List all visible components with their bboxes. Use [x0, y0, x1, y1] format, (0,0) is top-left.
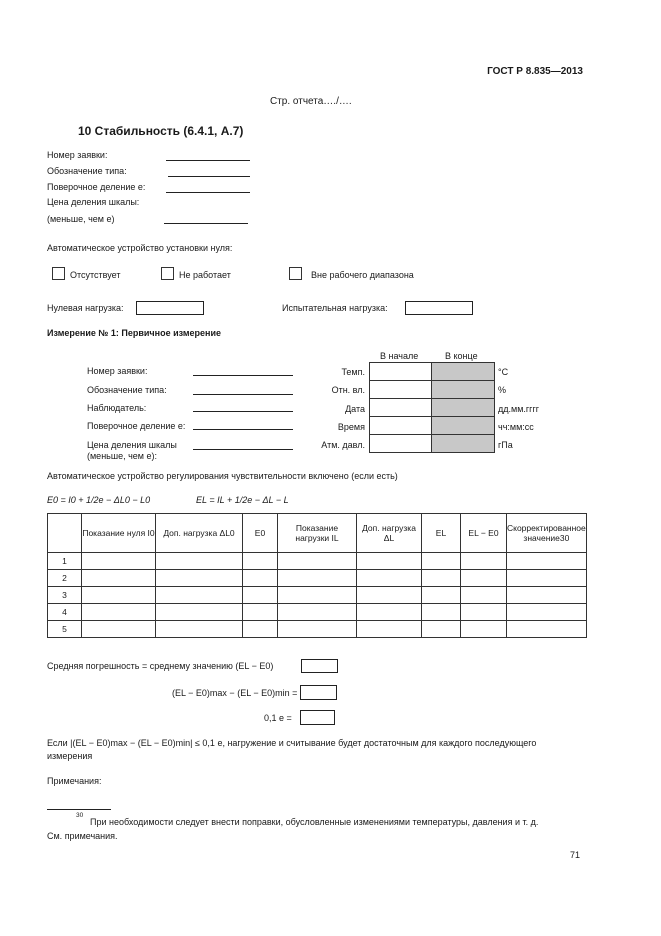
env-start-cell[interactable] — [370, 399, 432, 417]
sensitivity-note: Автоматическое устройство регулирования чувствительности включено (если есть) — [47, 471, 398, 481]
table-row — [48, 570, 587, 587]
data-cell[interactable] — [507, 587, 587, 604]
not-working-checkbox[interactable] — [161, 267, 174, 280]
env-start-header: В начале — [380, 351, 419, 361]
verification-division-field[interactable] — [166, 192, 250, 193]
results-header-cell: E0 — [243, 514, 278, 553]
results-header-cell — [48, 514, 82, 553]
results-header-cell: EL — [422, 514, 461, 553]
not-working-label: Не работает — [179, 270, 231, 280]
table-row — [48, 553, 587, 570]
request-number-label: Номер заявки: — [47, 150, 108, 160]
formula-e0: E0 = I0 + 1/2e − ΔL0 − L0 — [47, 495, 151, 505]
data-cell[interactable] — [82, 570, 156, 587]
footnote-divider — [47, 809, 111, 810]
data-cell[interactable] — [461, 570, 507, 587]
m-scale-division-label: Цена деления шкалы — [87, 440, 177, 450]
row-number: 3 — [48, 587, 82, 604]
verification-division-label: Поверочное деление e: — [47, 182, 146, 192]
data-cell[interactable] — [422, 621, 461, 638]
data-cell[interactable] — [156, 570, 243, 587]
data-cell[interactable] — [243, 621, 278, 638]
m-observer-field[interactable] — [193, 411, 293, 412]
row-number: 4 — [48, 604, 82, 621]
env-end-cell[interactable] — [432, 417, 495, 435]
data-cell[interactable] — [278, 553, 357, 570]
out-of-range-label: Вне рабочего диапазона — [311, 270, 414, 280]
table-row — [48, 621, 587, 638]
scale-division-sublabel: (меньше, чем e) — [47, 214, 115, 224]
data-cell[interactable] — [422, 587, 461, 604]
zero-load-label: Нулевая нагрузка: — [47, 303, 124, 313]
data-cell[interactable] — [82, 604, 156, 621]
absent-label: Отсутствует — [70, 270, 121, 280]
mean-error-label: Средняя погрешность = среднему значению (EL − E0) — [47, 661, 274, 671]
row-number: 5 — [48, 621, 82, 638]
data-cell[interactable] — [278, 587, 357, 604]
env-start-cell[interactable] — [370, 435, 432, 453]
m-request-number-label: Номер заявки: — [87, 366, 148, 376]
env-unit-time: чч:мм:сс — [498, 422, 534, 432]
env-end-cell[interactable] — [432, 435, 495, 453]
env-label-pressure: Атм. давл. — [321, 440, 365, 450]
condition-text-continued: измерения — [47, 751, 93, 761]
env-label-time: Время — [337, 422, 365, 432]
type-designation-field[interactable] — [168, 176, 250, 177]
env-unit-pressure: гПа — [498, 440, 513, 450]
env-start-cell[interactable] — [370, 417, 432, 435]
absent-checkbox[interactable] — [52, 267, 65, 280]
range-label: (EL − E0)max − (EL − E0)min = — [172, 688, 298, 698]
data-cell[interactable] — [82, 621, 156, 638]
env-unit-humidity: % — [498, 385, 507, 395]
m-observer-label: Наблюдатель: — [87, 403, 147, 413]
zero-device-label: Автоматическое устройство установки нуля: — [47, 243, 233, 253]
env-start-cell[interactable] — [370, 363, 432, 381]
data-cell[interactable] — [507, 570, 587, 587]
data-cell[interactable] — [357, 604, 422, 621]
environment-table — [369, 362, 495, 453]
standard-number: ГОСТ Р 8.835—2013 — [487, 66, 583, 77]
page-number: 71 — [570, 850, 581, 860]
data-cell[interactable] — [243, 553, 278, 570]
range-input[interactable] — [300, 685, 337, 700]
data-cell[interactable] — [461, 604, 507, 621]
formula-el: EL = IL + 1/2e − ΔL − L — [196, 495, 289, 505]
results-header-cell: Скорректированное значение30 — [507, 514, 587, 553]
row-number: 1 — [48, 553, 82, 570]
request-number-field[interactable] — [166, 160, 250, 161]
results-header-cell: Показание нагрузки IL — [278, 514, 357, 553]
m-scale-division-sublabel: (меньше, чем e): — [87, 451, 157, 461]
results-header-cell: Доп. нагрузка ΔL0 — [156, 514, 243, 553]
type-designation-label: Обозначение типа: — [47, 166, 127, 176]
m-type-designation-label: Обозначение типа: — [87, 385, 167, 395]
m-verification-division-label: Поверочное деление e: — [87, 421, 186, 431]
measurement-title: Измерение № 1: Первичное измерение — [47, 328, 222, 338]
footnote-number: 30 — [76, 812, 84, 819]
data-cell[interactable] — [156, 604, 243, 621]
data-cell[interactable] — [357, 621, 422, 638]
notes-label: Примечания: — [47, 776, 102, 786]
footnote-text: При необходимости следует внести поправки, обусловленные изменениями температуры, давления и т. д. — [90, 817, 539, 827]
env-unit-temp: °C — [498, 367, 509, 377]
env-end-cell[interactable] — [432, 381, 495, 399]
env-label-temp: Темп. — [341, 367, 365, 377]
data-cell[interactable] — [278, 604, 357, 621]
row-number: 2 — [48, 570, 82, 587]
data-cell[interactable] — [156, 587, 243, 604]
scale-division-field[interactable] — [164, 223, 248, 224]
report-page-label: Стр. отчета…./…. — [270, 96, 352, 107]
data-cell[interactable] — [461, 621, 507, 638]
data-cell[interactable] — [357, 570, 422, 587]
data-cell[interactable] — [357, 553, 422, 570]
data-cell[interactable] — [461, 553, 507, 570]
data-cell[interactable] — [156, 553, 243, 570]
scale-division-label: Цена деления шкалы: — [47, 197, 140, 207]
m-request-number-field[interactable] — [193, 375, 293, 376]
tenth-e-label: 0,1 e = — [264, 713, 292, 723]
data-cell[interactable] — [422, 604, 461, 621]
data-cell[interactable] — [82, 553, 156, 570]
data-cell[interactable] — [243, 604, 278, 621]
condition-text: Если |(EL − E0)max − (EL − E0)min| ≤ 0,1 e, нагружение и считывание будет достаточным для каждого последующего — [47, 738, 537, 748]
data-cell[interactable] — [507, 553, 587, 570]
results-header-cell: EL − E0 — [461, 514, 507, 553]
env-end-cell[interactable] — [432, 399, 495, 417]
table-row — [48, 604, 587, 621]
mean-error-input[interactable] — [301, 659, 338, 673]
m-scale-division-field[interactable] — [193, 449, 293, 450]
data-cell[interactable] — [507, 621, 587, 638]
footnote-text-continued: См. примечания. — [47, 831, 118, 841]
table-row — [48, 587, 587, 604]
env-label-humidity: Отн. вл. — [331, 385, 365, 395]
tenth-e-input[interactable] — [300, 710, 335, 725]
section-title: 10 Стабильность (6.4.1, А.7) — [78, 124, 244, 138]
data-cell[interactable] — [82, 587, 156, 604]
env-start-cell[interactable] — [370, 381, 432, 399]
data-cell[interactable] — [278, 570, 357, 587]
data-cell[interactable] — [461, 587, 507, 604]
data-cell[interactable] — [422, 553, 461, 570]
env-label-date: Дата — [345, 404, 365, 414]
data-cell[interactable] — [243, 587, 278, 604]
env-end-cell[interactable] — [432, 363, 495, 381]
env-end-header: В конце — [445, 351, 478, 361]
data-cell[interactable] — [156, 621, 243, 638]
data-cell[interactable] — [422, 570, 461, 587]
results-table — [47, 513, 587, 638]
test-load-input[interactable] — [405, 301, 473, 315]
data-cell[interactable] — [507, 604, 587, 621]
results-header-row — [48, 514, 587, 553]
data-cell[interactable] — [357, 587, 422, 604]
env-unit-date: дд.мм.гггг — [498, 404, 540, 414]
data-cell[interactable] — [243, 570, 278, 587]
m-verification-division-field[interactable] — [193, 429, 293, 430]
out-of-range-checkbox[interactable] — [289, 267, 302, 280]
m-type-designation-field[interactable] — [193, 394, 293, 395]
data-cell[interactable] — [278, 621, 357, 638]
results-header-cell: Доп. нагрузка ΔL — [357, 514, 422, 553]
results-header-cell: Показание нуля I0 — [82, 514, 156, 553]
test-load-label: Испытательная нагрузка: — [282, 303, 388, 313]
zero-load-input[interactable] — [136, 301, 204, 315]
